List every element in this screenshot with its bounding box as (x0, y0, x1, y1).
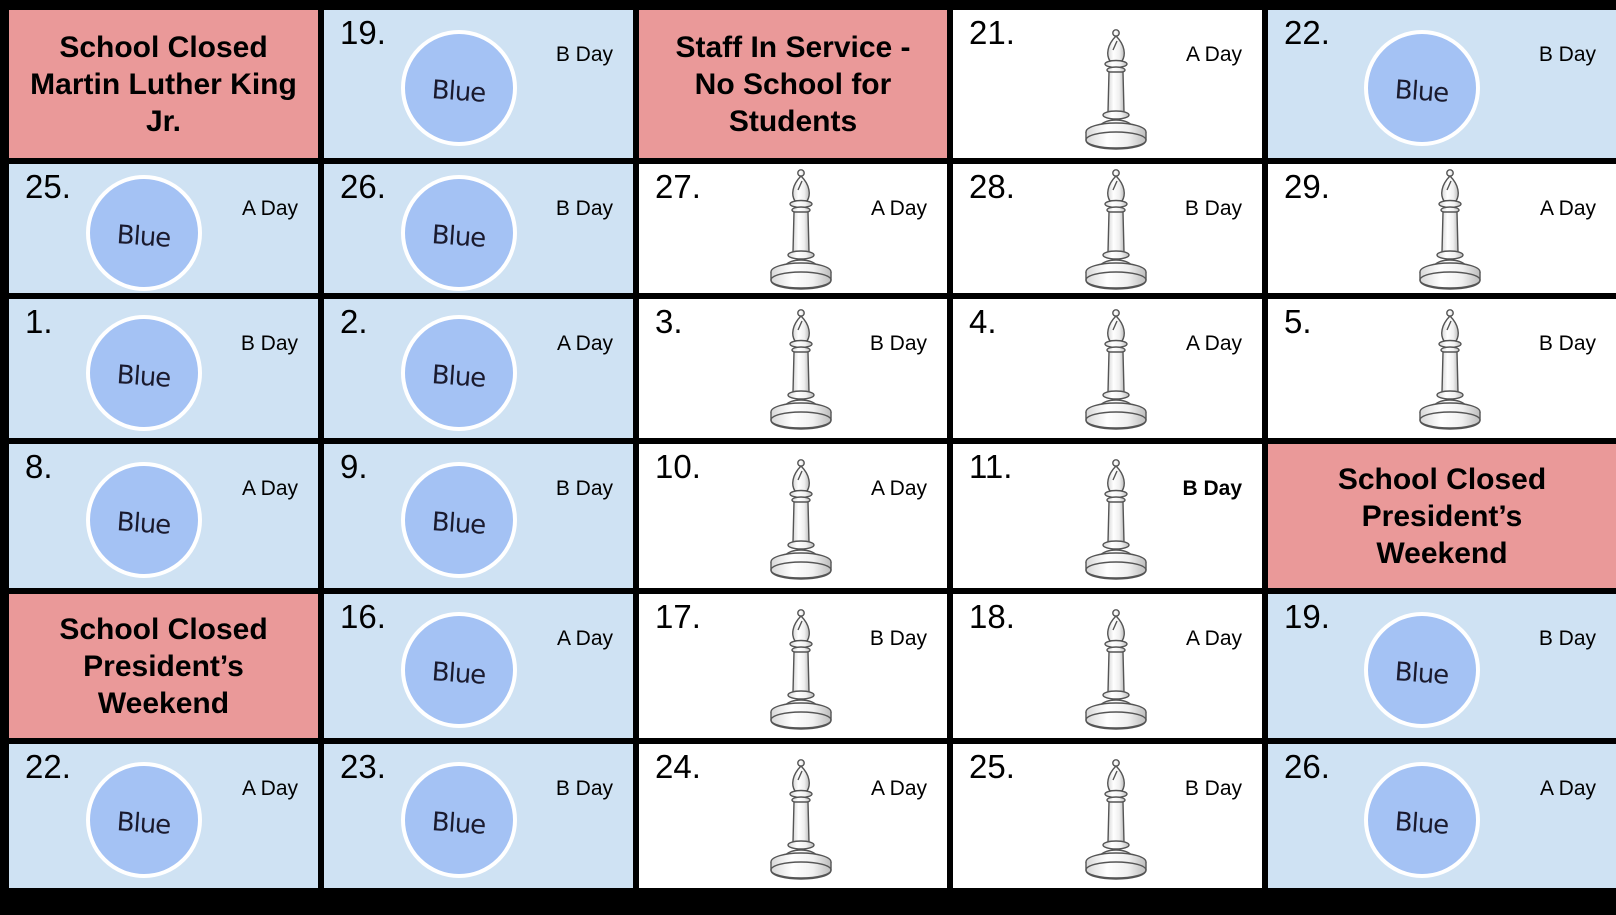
calendar-day-cell (639, 744, 947, 888)
closure-notice: School Closed President’s Weekend (1337, 462, 1547, 570)
blue-day-badge (401, 762, 517, 878)
rotation-day-label: A Day (1539, 777, 1596, 800)
blue-day-label: Blue (115, 220, 171, 254)
chess-bishop-icon (761, 758, 841, 884)
calendar-day-cell (1268, 10, 1616, 158)
day-number: 21. (969, 14, 1015, 51)
day-number: 11. (969, 448, 1013, 485)
day-number: 25. (969, 748, 1015, 785)
calendar-day-cell (953, 10, 1262, 158)
calendar-day-cell (9, 299, 318, 438)
calendar-day-cell (953, 299, 1262, 438)
blue-day-label: Blue (430, 75, 486, 109)
rotation-day-label: B Day (555, 197, 613, 220)
calendar-day-cell (1268, 744, 1616, 888)
rotation-day-label: A Day (556, 332, 613, 355)
blue-day-badge (401, 315, 517, 431)
blue-day-label: Blue (115, 507, 171, 541)
chess-bishop-icon (1076, 308, 1156, 434)
day-number: 18. (969, 598, 1015, 635)
day-number: 17. (655, 598, 701, 635)
rotation-day-label: B Day (1538, 332, 1596, 355)
chess-bishop-icon (761, 458, 841, 584)
blue-day-label: Blue (115, 360, 171, 394)
rotation-day-label: A Day (556, 627, 613, 650)
chess-bishop-icon (761, 608, 841, 734)
blue-day-label: Blue (115, 807, 171, 841)
rotation-day-label: A Day (1539, 197, 1596, 220)
chess-bishop-icon (1076, 608, 1156, 734)
rotation-day-label: A Day (1185, 43, 1242, 66)
calendar-day-cell (953, 164, 1262, 293)
calendar-day-cell (9, 444, 318, 588)
closed-day-cell (639, 10, 947, 158)
calendar-day-cell (324, 164, 633, 293)
rotation-day-label: A Day (1185, 627, 1242, 650)
calendar-day-cell (1268, 299, 1616, 438)
blue-day-badge (86, 462, 202, 578)
day-number: 22. (1284, 14, 1330, 51)
day-number: 1. (25, 303, 53, 340)
rotation-day-label: B Day (869, 627, 927, 650)
blue-day-badge (401, 612, 517, 728)
day-number: 2. (340, 303, 368, 340)
chess-bishop-icon (761, 308, 841, 434)
calendar-day-cell (1268, 594, 1616, 738)
blue-day-badge (401, 30, 517, 146)
blue-day-badge (86, 762, 202, 878)
day-number: 25. (25, 168, 71, 205)
rotation-day-label: B Day (1538, 627, 1596, 650)
day-number: 26. (340, 168, 386, 205)
day-number: 5. (1284, 303, 1312, 340)
closed-day-cell (1268, 444, 1616, 588)
calendar-day-cell (324, 10, 633, 158)
rotation-day-label: A Day (1185, 332, 1242, 355)
day-number: 28. (969, 168, 1015, 205)
day-number: 29. (1284, 168, 1330, 205)
blue-day-badge (86, 315, 202, 431)
day-number: 24. (655, 748, 701, 785)
blue-day-badge (1364, 30, 1480, 146)
day-number: 4. (969, 303, 997, 340)
rotation-day-label: A Day (870, 477, 927, 500)
closure-notice: School Closed President’s Weekend (59, 612, 268, 720)
blue-day-badge (1364, 762, 1480, 878)
blue-day-label: Blue (430, 657, 486, 691)
day-number: 19. (340, 14, 386, 51)
blue-day-badge (401, 175, 517, 291)
rotation-day-label: B Day (869, 332, 927, 355)
calendar-day-cell (953, 744, 1262, 888)
blue-day-label: Blue (1393, 807, 1450, 841)
chess-bishop-icon (1076, 28, 1156, 154)
calendar-day-cell (9, 164, 318, 293)
day-number: 22. (25, 748, 71, 785)
calendar-day-cell (639, 164, 947, 293)
calendar-day-cell (953, 444, 1262, 588)
rotation-day-label: B Day (1184, 777, 1242, 800)
calendar-day-cell (324, 444, 633, 588)
rotation-day-label: A Day (241, 197, 298, 220)
blue-day-label: Blue (1393, 657, 1450, 691)
closure-notice: Staff In Service - No School for Students (675, 30, 911, 138)
day-number: 9. (340, 448, 368, 485)
chess-bishop-icon (1410, 168, 1490, 293)
blue-day-badge (401, 462, 517, 578)
blue-day-badge (86, 175, 202, 291)
blue-day-label: Blue (430, 507, 486, 541)
rotation-day-label: B Day (1182, 477, 1242, 500)
chess-bishop-icon (1076, 758, 1156, 884)
rotation-day-label: B Day (240, 332, 298, 355)
calendar-day-cell (1268, 164, 1616, 293)
day-number: 23. (340, 748, 386, 785)
closure-notice: School Closed Martin Luther King Jr. (30, 30, 297, 138)
blue-day-label: Blue (430, 220, 486, 254)
calendar-day-cell (639, 299, 947, 438)
chess-bishop-icon (761, 168, 841, 293)
calendar-day-cell (9, 744, 318, 888)
rotation-day-label: B Day (555, 777, 613, 800)
blue-day-badge (1364, 612, 1480, 728)
closed-day-cell (9, 594, 318, 738)
calendar-day-cell (639, 444, 947, 588)
rotation-day-label: B Day (555, 43, 613, 66)
blue-day-label: Blue (1393, 75, 1450, 109)
chess-bishop-icon (1076, 168, 1156, 293)
calendar-day-cell (953, 594, 1262, 738)
day-number: 8. (25, 448, 53, 485)
day-number: 16. (340, 598, 386, 635)
rotation-day-label: A Day (870, 777, 927, 800)
calendar-day-cell (324, 299, 633, 438)
closed-day-cell (9, 10, 318, 158)
chess-bishop-icon (1410, 308, 1490, 434)
day-number: 19. (1284, 598, 1330, 635)
calendar-day-cell (324, 594, 633, 738)
day-number: 26. (1284, 748, 1330, 785)
rotation-day-label: A Day (241, 477, 298, 500)
day-number: 10. (655, 448, 701, 485)
rotation-day-label: B Day (1184, 197, 1242, 220)
blue-day-label: Blue (430, 360, 486, 394)
calendar-day-cell (324, 744, 633, 888)
rotation-day-label: B Day (1538, 43, 1596, 66)
day-number: 27. (655, 168, 701, 205)
rotation-day-label: A Day (241, 777, 298, 800)
blue-day-label: Blue (430, 807, 486, 841)
day-number: 3. (655, 303, 683, 340)
chess-bishop-icon (1076, 458, 1156, 584)
calendar-day-cell (639, 594, 947, 738)
rotation-day-label: B Day (555, 477, 613, 500)
rotation-day-label: A Day (870, 197, 927, 220)
